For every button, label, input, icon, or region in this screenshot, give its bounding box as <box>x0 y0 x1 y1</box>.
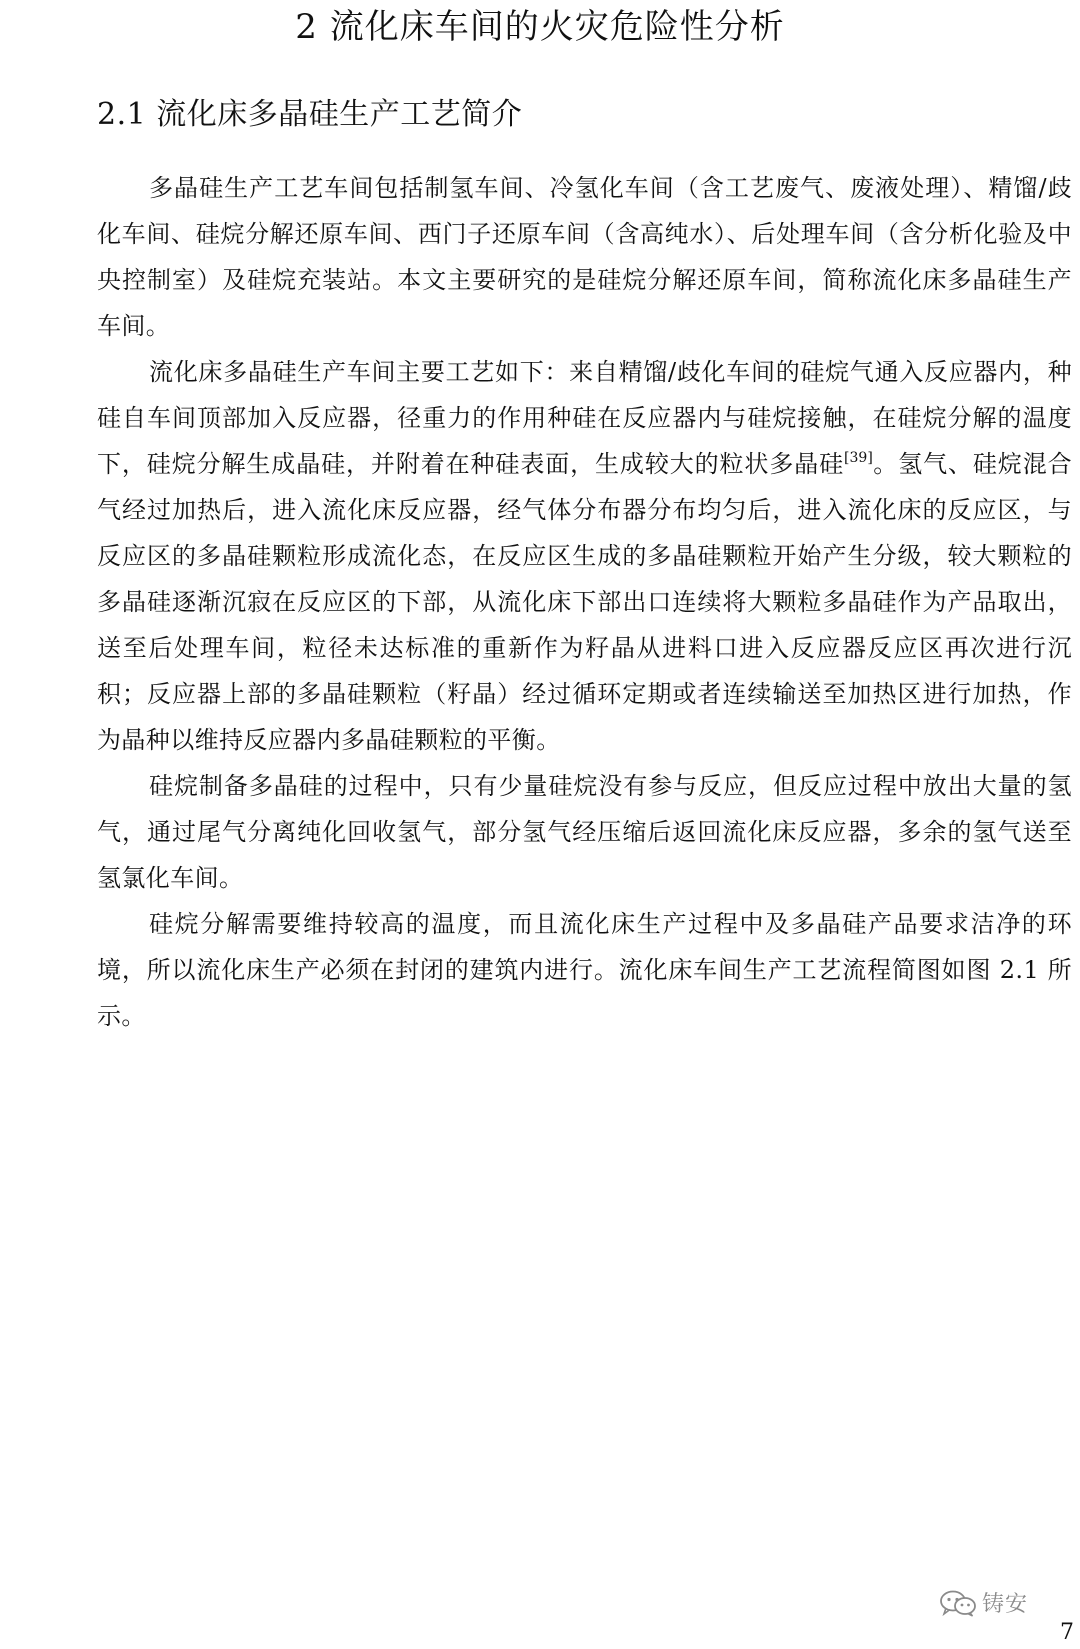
section-title: 2.1 流化床多晶硅生产工艺简介 <box>97 97 523 132</box>
paragraph-2-text-after: 。氢气、硅烷混合气经过加热后，进入流化床反应器，经气体分布器分布均匀后，进入流化床的反应区，与反应区的多晶硅颗粒形成流化态，在反应区生成的多晶硅颗粒开始产生分级，较大颗粒的多晶硅逐渐沉寂在反应区的下部，从流化床下部出口连续将大颗粒多晶硅作为产品取出，送至后处理车间，粒径未达标准的重新作为籽晶从进料口进入反应器反应区再次进行沉积；反应器上部的多晶硅颗粒（籽晶）经过循环定期或者连续输送至加热区进行加热，作为晶种以维持反应器内多晶硅颗粒的平衡。 <box>97 450 1073 754</box>
watermark-text: 铸安 <box>982 1592 1029 1617</box>
wechat-icon <box>938 1589 978 1617</box>
page-number: 7 <box>1060 1620 1074 1645</box>
paragraph-3: 硅烷制备多晶硅的过程中，只有少量硅烷没有参与反应，但反应过程中放出大量的氢气，通过尾气分离纯化回收氢气，部分氢气经压缩后返回流化床反应器，多余的氢气送至氢氯化车间。 <box>97 772 1072 892</box>
citation-reference[interactable]: [39] <box>844 450 873 466</box>
watermark <box>938 1587 1028 1618</box>
chapter-title: 2 流化床车间的火灾危险性分析 <box>295 7 785 47</box>
body-text <box>97 165 1072 1039</box>
paragraph-4: 硅烷分解需要维持较高的温度，而且流化床生产过程中及多晶硅产品要求洁净的环境，所以流化床生产必须在封闭的建筑内进行。流化床车间生产工艺流程简图如图 2.1 所示。 <box>97 910 1072 1030</box>
paragraph-1: 多晶硅生产工艺车间包括制氢车间、冷氢化车间（含工艺废气、废液处理）、精馏/歧化车间、硅烷分解还原车间、西门子还原车间（含高纯水）、后处理车间（含分析化验及中央控制室）及硅烷充装站。本文主要研究的是硅烷分解还原车间，简称流化床多晶硅生产车间。 <box>97 174 1072 340</box>
paragraph-2 <box>97 349 1072 763</box>
paragraph-2-text-before: 流化床多晶硅生产车间主要工艺如下：来自精馏/歧化车间的硅烷气通入反应器内，种硅自车间顶部加入反应器，径重力的作用种硅在反应器内与硅烷接触，在硅烷分解的温度下，硅烷分解生成晶硅，并附着在种硅表面，生成较大的粒状多晶硅 <box>97 358 1072 478</box>
